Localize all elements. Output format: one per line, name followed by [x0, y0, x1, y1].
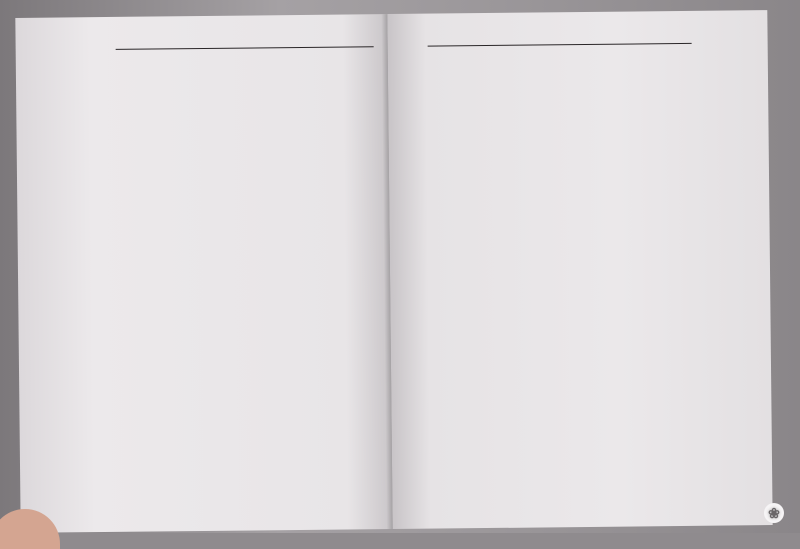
- poem-body: [432, 55, 702, 58]
- game-intro: [428, 57, 702, 60]
- labirint-logo-icon: ❀: [764, 503, 784, 523]
- poem: [428, 55, 702, 58]
- game-heading: [428, 57, 702, 60]
- left-page: [15, 14, 392, 533]
- left-head-rule: [116, 46, 374, 50]
- game-item-1: [428, 57, 702, 60]
- story-paragraphs: [76, 60, 374, 63]
- left-text-body: [76, 60, 374, 63]
- left-running-head: [75, 24, 373, 55]
- open-book: [15, 10, 772, 533]
- game-meadow: [428, 57, 702, 60]
- labirint-watermark: [764, 500, 786, 523]
- poem-title: [432, 55, 702, 58]
- game-section: [428, 57, 702, 60]
- story-heading: [76, 60, 374, 63]
- right-page: [387, 10, 772, 529]
- right-running-head: [427, 21, 701, 52]
- game-item-2: [428, 57, 702, 60]
- right-head-rule: [428, 43, 692, 47]
- left-paragraphs: [76, 60, 374, 63]
- game-quote: [428, 57, 702, 60]
